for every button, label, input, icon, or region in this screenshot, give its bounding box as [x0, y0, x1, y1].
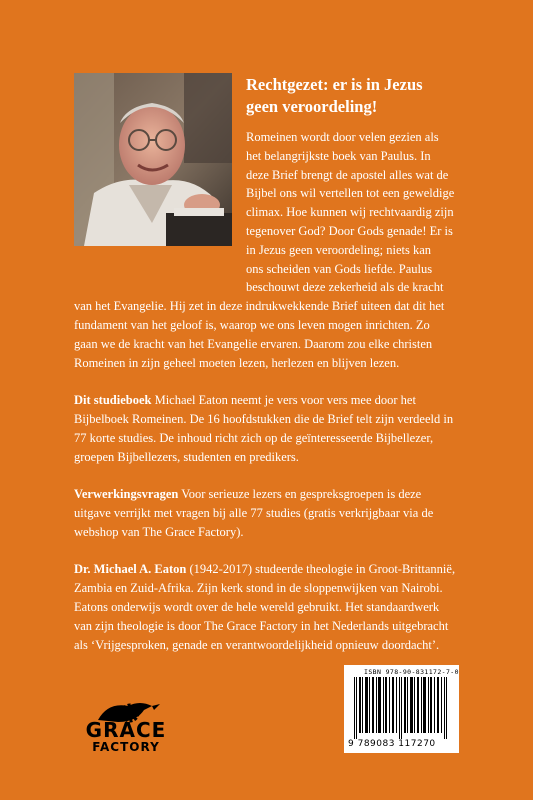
- isbn-label: ISBN 978-90-831172-7-0: [364, 668, 459, 676]
- text-line: Bijbelboek Romeinen. De 16 hoofdstukken die de Brief telt zijn verdeeld in: [74, 411, 454, 426]
- intro-paragraph: [74, 128, 474, 372]
- grace-factory-logo: [78, 698, 174, 760]
- studieboek-lead: Dit studieboek: [74, 393, 152, 408]
- vragen-first-line: Voor serieuze lezers en gespreksgroepen is deze: [178, 487, 422, 502]
- back-cover-text: [74, 128, 474, 673]
- text-line: uitgave verrijkt met vragen bij alle 77 studies (gratis verkrijgbaar via de: [74, 505, 434, 520]
- text-line: Romeinen wordt door velen gezien als: [246, 130, 439, 144]
- text-line: [74, 391, 474, 410]
- text-line: Bijbel ons wil vertellen tot een geweldige: [246, 186, 455, 201]
- logo-the: THE: [117, 711, 135, 720]
- vragen-paragraph: [74, 485, 474, 541]
- studieboek-paragraph: [74, 391, 474, 466]
- text-line: [74, 485, 474, 504]
- text-line: webshop van The Grace Factory).: [74, 524, 244, 539]
- vragen-lead: Verwerkingsvragen: [74, 487, 179, 502]
- text-line: gaan we de kracht van het Evangelie ervaren. Daarom zou elke christen: [74, 336, 433, 351]
- logo-grace: GRACE: [85, 718, 167, 742]
- text-line: het belangrijkste boek van Paulus. In: [246, 148, 431, 163]
- headline-line-1: Rechtgezet: er is in Jezus: [246, 75, 423, 94]
- text-line: deze Brief brengt de apostel alles wat de: [246, 167, 449, 182]
- author-first-line: (1942-2017) studeerde theologie in Groot-Brittannië,: [186, 562, 456, 577]
- isbn-barcode: [344, 665, 459, 753]
- text-line: tegenover God? Door Gods genade! Er is: [246, 223, 453, 238]
- text-line: Romeinen in zijn geheel moeten lezen, herlezen en blijven lezen.: [74, 355, 400, 370]
- text-line: als ‘Vrijgesproken, genade en verantwoordelijkheid opnieuw doordacht’.: [74, 637, 440, 652]
- barcode-bars: [352, 677, 452, 739]
- text-line: van het Evangelie. Hij zet in deze indrukwekkende Brief uiteen dat dit het: [74, 299, 445, 314]
- text-line: groepen Bijbellezers, studenten en predikers.: [74, 449, 299, 464]
- isbn-digits: 9 789083 117270: [348, 739, 436, 749]
- headline-line-2: geen veroordeling!: [246, 97, 378, 116]
- text-line: [74, 560, 474, 579]
- author-paragraph: [74, 560, 474, 654]
- text-line: ons scheiden van Gods liefde. Paulus: [246, 261, 433, 276]
- text-line: 77 korte studies. De inhoud richt zich op de geïnteresseerde Bijbellezer,: [74, 430, 434, 445]
- headline: [246, 74, 496, 118]
- author-lead: Dr. Michael A. Eaton: [74, 562, 187, 577]
- text-line: van zijn theologie is door The Grace Factory in het Nederlands uitgebracht: [74, 618, 449, 633]
- studieboek-first-line: Michael Eaton neemt je vers voor vers mee door het: [151, 393, 416, 408]
- logo-factory: FACTORY: [92, 740, 160, 754]
- text-line: Eatons onderwijs wordt over de hele wereld gebruikt. Het standaardwerk: [74, 599, 440, 614]
- text-line: beschouwt deze zekerheid als de kracht: [246, 280, 444, 295]
- text-line: climax. Hoe kunnen wij rechtvaardig zijn: [246, 205, 454, 220]
- text-line: in Jezus geen veroordeling; niets kan: [246, 242, 432, 257]
- text-line: Zambia en Zuid-Afrika. Zijn kerk stond in de sloppenwijken van Nairobi.: [74, 581, 443, 596]
- text-line: fundament van het geloof is, waarop we ons leven mogen inrichten. Zo: [74, 317, 430, 332]
